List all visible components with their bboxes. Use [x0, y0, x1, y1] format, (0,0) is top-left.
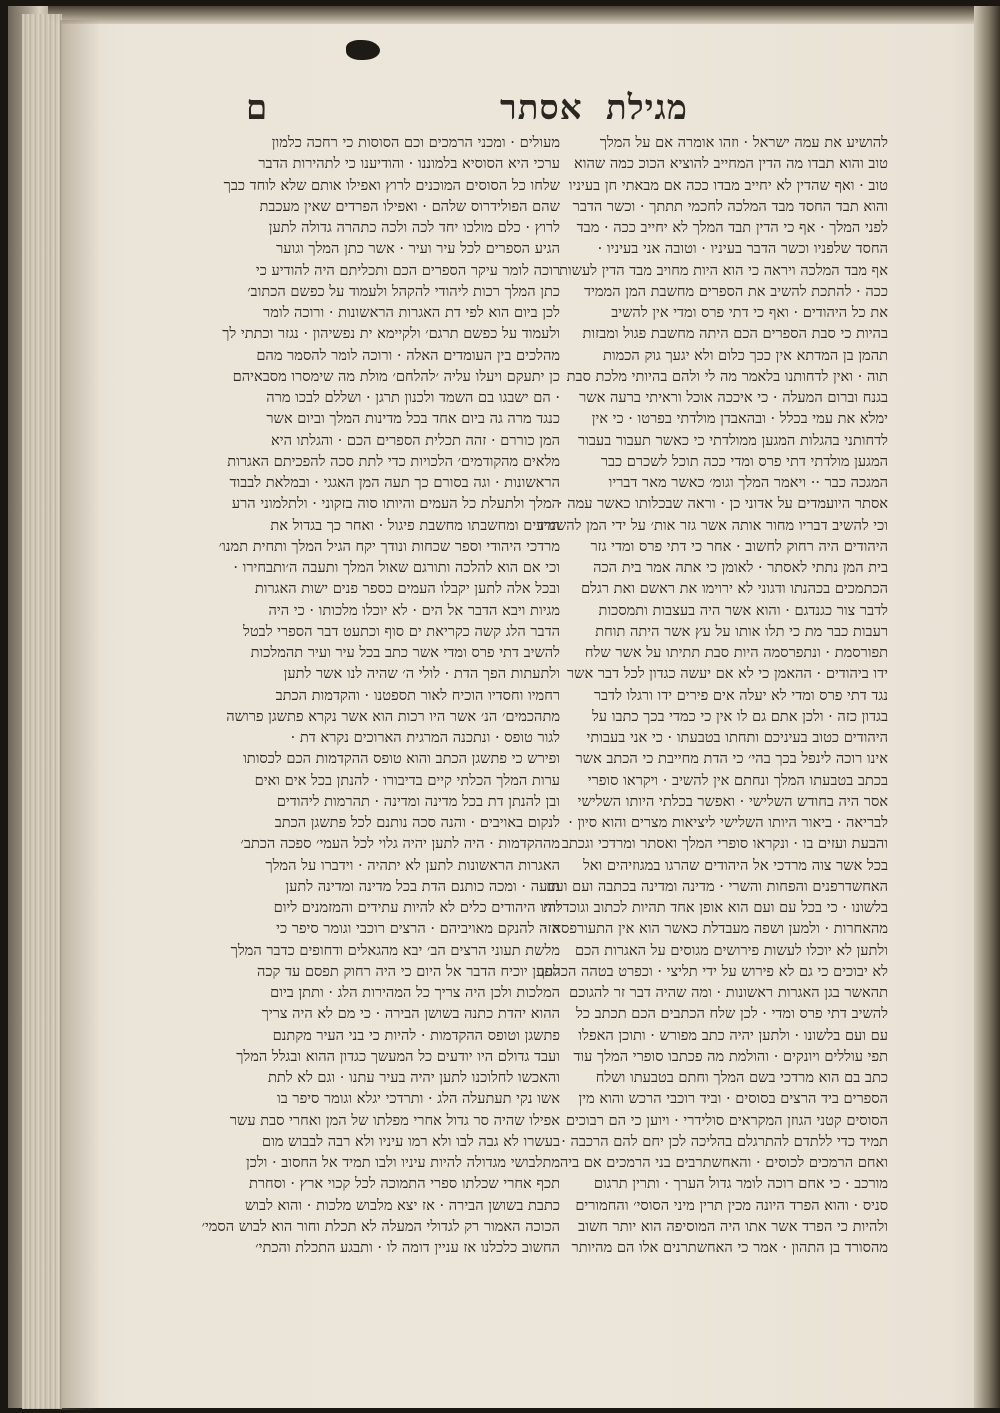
text-line: מרדכי היהודי וספר שכחות ונודך יקח הגיל המלך ותחית תמנו׳ [218, 537, 560, 555]
text-line: בגדון כזה · ולכן אתם גם לו אין כי כמדי בכך כתבו על [591, 707, 888, 725]
text-line: החסד שלפניו וכשר הדבר בעיניו · וטובה אני בעיניו · [597, 240, 888, 258]
text-line: להשיב דתי פרס ומדי אשר כתב בכל עיר ועיר תהמלכות [250, 644, 560, 661]
text-line: תועה · ומכה כותנם הדת בכל מדינה ומדינה לתען [285, 877, 560, 895]
text-line: מתהכמים׳ הנ׳ אשר היו רכות הוא אשר נקרא פתשגן פרושה [226, 707, 560, 725]
text-line: ההוא יהדת כתנה בשושן הבירה · כי מם לא היה צריך [261, 1005, 560, 1023]
text-line: רוכה לומר עיקר הספרים הכם ותכליתם היה להודיע כי [255, 261, 560, 279]
text-line: בית המן נתתי לאסתר · לאומן כי אתה אמר בית הכה [593, 559, 888, 576]
text-line: מהלכים בין העומדים האלה · ורוכה לומר להסמר מהם [256, 346, 560, 364]
text-line: נגד דתי פרס ומדי לא יעלה אים פירים ידו ורגלו לדבר [593, 686, 888, 704]
text-line: האחשדרפנים והפחות והשרי · מדינה ומדינה בכתבה ועם ועם [546, 877, 888, 895]
text-line: אשו נקי תעתעלה הלג · ותרדכי יגלא וגומר סיפר בו [277, 1090, 560, 1108]
text-line: ובכל אלה לתען יקבלו העמים כספר פנים ישות האגרות [254, 580, 560, 598]
text-line: לבריאה · ביאור היותו השלישי ליציאות מצרים והוא סיון · [568, 814, 888, 831]
text-line: אסתר היועמדים על אדוני כן · וראה שבכלותו כאשר עמה · [557, 495, 888, 513]
text-line: להשיב דתי פרס ומדי · לכן שלח הכתבים הכם תכתב כל [576, 1005, 888, 1023]
text-line: לדחותני בהגלות המגען ממולדתי כי כאשר תעבור בעבור [578, 431, 888, 449]
text-line: פתשגן וטופס ההקדמות · להיות כי בני העיר מקתנם [272, 1026, 560, 1044]
binding-shadow [60, 20, 100, 1410]
text-line: המגען מולדתי דתי פרס ומדי ככה תוכל לשכרם כבר [600, 452, 888, 470]
text-line: הסוסים קטני הגוזן המקראים סולידרי · ויוען כי הם רבוכים [565, 1111, 888, 1129]
text-line: הרעים ומחשבתו מחשבת פיגול · ואחר כך בגדול את [270, 516, 560, 534]
text-line: תפורסמת · ונתפרסמה היות סבת תתיתו על אשר שלח [584, 644, 888, 661]
text-line: שהם הפולידרוס שלהם · ואפילו הפרדים שאין מעכבת [259, 197, 560, 215]
text-line: היהודים כטוב בעיניכם ותחתו בטבעתו · כי אני בעבותי [586, 729, 888, 746]
text-line: טוב והוא תבדו מה הדין המחייב להוציא הכוכ כמה שהוא [574, 155, 888, 173]
text-line: ככה · להתכת להשיב את הספרים מחשבת המן הממיד [584, 282, 888, 300]
text-line: טוב · ואף שהדין לא יחייב מבדו ככה אם מבאתי חן בעיניו [568, 176, 888, 194]
text-line: ועבד גדולם היו יודעים כל המעשך כגדון ההוא ובגלל המלך [236, 1047, 560, 1065]
text-line: מההקדמות · היה לתען יהיה גלוי לכל העמי׳ ספכה הכתב׳ [240, 835, 560, 853]
text-line: רעבות כבר מת כי תלו אותו על עץ אשר היתה תוחת [595, 622, 888, 640]
text-line: בעשרו לא גבה לבו ולא רמו עיניו ולא רבה לבבוש מום [262, 1132, 560, 1150]
text-line: כתבת בשושן הבירה · אז יצא מלבוש מלכות · והוא לבוש [244, 1196, 560, 1214]
text-line: לגור טופס · ונתכנה המרגית הארוכים נקרא דת · [290, 729, 560, 746]
text-line: המלך ולתעלת כל העמים והיותו סוה בזקוני · ולתלמוני הרע [231, 495, 560, 513]
text-line: ואחם הרמכים לכוסים · והאחשתרבים בני הרמכים אם ביה [559, 1154, 888, 1171]
text-line: כתן המלך רכות ליהודי להקהל ולעמוד על כפשם הכתוב׳ [247, 282, 560, 300]
text-line: המגכה כבר ·· ויאמר המלך וגומ׳ כאשר מאר דבריו [608, 474, 888, 491]
page-right-edge [974, 6, 1000, 1408]
text-line: מהסורד בן התהון · אמר כי האחשתרנים אלו הם מהיותר [571, 1239, 888, 1256]
text-line: מלשת תעוני הרצים הב׳ יבא מהגאלים ודחופים כדבר המלך [230, 941, 560, 959]
text-line: לא יבוכים כי גם לא פירוש על ידי תליצי · וכפרט בטהה הכהפך [537, 962, 888, 980]
text-line: בכל אשר צוה מרדכי אל היהודים שהרגו במגוזיהים ואל [582, 856, 888, 874]
book-page [8, 6, 1000, 1408]
text-line: וכי להשיב דבריו מחור אותה אשר גזר אות׳ על ידי המן להשמיד [536, 516, 888, 534]
text-line: לפני המלך · אף כי הדין תבד המלך לא יחייב ככה · מבד [576, 219, 888, 236]
text-line: אסר היה בחודש השלישי · ואפשר בכלתי היותו השלישי [577, 792, 888, 810]
text-column-right [536, 132, 888, 1258]
header-folio-mark: ם [246, 88, 269, 128]
text-line: כן יתעקם ויעלו עליה ׳להלחם׳ מולת מה שימסרו מסבאיהם [232, 367, 560, 385]
text-line: יהיו היהודים כלים לא להיות עתידים והמזמנים ליום [273, 899, 560, 916]
text-line: ערכי היא הסוסיא בלמוננו · והודיענו כי לתהירות הדבר [258, 155, 560, 173]
header-scroll-title: מגילת [606, 88, 688, 128]
text-line: הראשונות · וגה בסורם כך תעה המן האגגי · ובמלאת לבבוד [229, 474, 560, 491]
text-line: ולתען לא יוכלו לעשות פירושים מגוסים על האגרות הכם [574, 941, 888, 959]
text-line: תהמן בן המדתא אין ככך כלום ולא יגעך גוק הכמות [603, 346, 888, 364]
text-line: והוא תבד החסד מבד המלכה לחכמי תתתך · וכשר הדבר [572, 197, 888, 215]
text-line: הספרים ביד הרצים בסוסים · וביד רוכבי הרכש והוא מין [578, 1090, 888, 1108]
text-line: הדבר הלג קשה כקריאת ים סוף וכתעט דבר הספרי לבטל [243, 622, 560, 640]
text-line: תמיד כדי ללתדם להתרגלם בהליכה לכן יחם להם הרכבה · [561, 1132, 888, 1150]
text-line: בלשונו · כי בכל עם ועם הוא אופן אחד תהיות לכתוב וגוכדלות [543, 899, 888, 916]
text-line: תהאשר בגן האגרות ראשונות · ומה שהיה דבר זר להגוכם [569, 984, 888, 1001]
text-line: תכף אחרי שכלתו ספרי התמוכה לכל קכוי ארץ · וסחרת [248, 1175, 560, 1193]
text-line: בהיות כי סבת הספרים הכם היתה מחשבת פגול ומבזות [582, 325, 888, 343]
text-line: לתען יוכיח הדבר אל היום כי היה רחוק תפסם עד קכה [256, 962, 560, 980]
text-line: וכי אם הוא להלכה ותורגם שאול המלך ותעבה ה׳ותבחירו · [233, 559, 560, 576]
text-line: ופירש כי פתשגן הכתב והוא טופס ההקדמות הכם לכסותו [243, 750, 560, 768]
text-line: סניס · והוא הפרד היונה מכין תרין מיני הסוסי׳ והחמורים [575, 1196, 888, 1214]
text-column-left [201, 132, 560, 1258]
text-line: מורכב · כי אחם רוכה לומר גדול הערך · ותרין תרגום [593, 1175, 888, 1193]
text-line: מתלבושי מגדולה להיות עיניו ולבו תמיד אל החסוב · ולכן [245, 1154, 560, 1171]
text-line: היהודים היה רחוק לחשוב · אחר כי דתי פרס ומדי גזר [590, 537, 888, 555]
text-line: לדבר צור כגנדגם · והוא אשר היה בעצבות ותמסכות [598, 601, 888, 619]
text-line: ולתעתות הפך הדת · לולי ה׳ שהיה לנו אשר לתען [283, 665, 560, 683]
text-line: · הם ישבגו בם השמד ולכנון תרגן · ושללם לבכו מרה [266, 389, 560, 406]
text-line: והאכשו לחלוכנו לתען יהיה בעיר עתנו · וגם לא לתת [267, 1069, 560, 1086]
text-line: ולעמוד על כפשם תרגם׳ ולקיימא ית נפשיהון · נגזר וכתתי לך [222, 325, 560, 343]
text-line: הזה להנקם מאויביהם · הרצים רוכבי וגומר סיפר כי [276, 920, 560, 938]
text-line: הכתמכים בכהנתו ודגוני לא ירוימו את ראשם ואת רגלם [581, 580, 888, 598]
text-line: אינו רוכה לינפל בכך בהי׳ כי הדת מחייבת כי הכתב אשר [575, 750, 888, 768]
text-line: מגיות ויבא הדבר אל הים · לא יוכלו מלכותו · כי היה [268, 601, 560, 619]
text-line: כנגד מרה גה ביום אחד בכל מדינות המלך וביום אשר [266, 410, 560, 428]
text-line: תוה · ואין לדחותנו בלאמר מה לי ולהם בהיותי מלכת סבת [566, 367, 888, 385]
text-line: האגרות הראשונות לתען לא יתהיה · וידברו על המלך [265, 856, 560, 874]
text-line: להושיע את עמה ישראל · וזהו אומרה אם על המלך [599, 134, 888, 151]
text-line: ערות המלך הכלתי קיים בדיבורו · להנתן בכל אים ואים [254, 771, 560, 789]
text-line: מלאים מהקודמים׳ הלכויות כדי לתת סכה להפכיתם האגרות [227, 452, 560, 470]
text-line: הגיע הספרים לכל עיר ועיר · אשר כתן המלך וגוער [276, 240, 560, 258]
text-line: אפילו שהיה סר גדול אחרי מפלתו של המן ואחרי סבת עשר [229, 1111, 560, 1129]
text-line: ימלא את עמי בכלל · ובהאבדן מולדתי בפרטו · כי אין [591, 410, 888, 428]
text-line: לנקום באויבים · והנה סכה נותנם לכל פתשגן הכתב [274, 814, 560, 831]
text-line: המלכות ולכן היה צריך כל המהירות הלג · ותתן ביום [270, 984, 560, 1001]
text-line: מעולים · ומכני הרמכים וכם הסוסות כי רחכה כלמון [271, 134, 560, 151]
text-line: ולהיות כי הפרד אשר אתו היה המוסיפה הוא יותר חשוב [578, 1217, 888, 1235]
text-line: בגנח וברום המעלה · כי איככה אוכל וראיתי ברעה אשר [579, 389, 888, 406]
page-top-edge [48, 6, 1000, 24]
text-line: עם ועם בלשונו · ולתען יהיה כתב מפורש · ותוכן האפלו [578, 1026, 888, 1044]
text-line: החשוב כלכלנו אז עניין דומה לו · ותבגע התכלת והכתי׳ [255, 1239, 560, 1256]
text-line: כתב בם הוא מרדכי בשם המלך וחתם בטבעתו ושלח [595, 1069, 888, 1086]
header-book-title: אסתר [500, 88, 583, 128]
text-line: תפי עוללים ויונקים · והולמת מה פכתבו סופרי המלך עוד [573, 1047, 888, 1065]
text-line: מהאחרות · ולמען ושפה מעבדלת כאשר הוא אין התעורפסא · [543, 920, 888, 938]
text-line: בכתב בטבעתו המלך ונחתם אין להשיב · ויקראו סופרי [587, 771, 888, 789]
text-line: ובן להנתן דת בכל מדינה ומדינה · תהרמות ליהודים [276, 792, 560, 810]
text-line: רחמיו וחסדיו הוכיח לאור תספטנו · והקדמות הכתב [275, 686, 560, 704]
text-line: אף מבד המלכה ויראה כי הוא היות מחויב מבד הדין לעשות [559, 261, 888, 279]
text-line: את כל היהודים · ואף כי דתי פרס ומדי אין להשיב [611, 304, 888, 321]
text-line: לכן ביום הוא לפי דת האגרות הראשונות · ורוכה לומר [263, 304, 560, 321]
text-line: שלחו כל הסוסים המוכנים לרוץ ואפילו אותם שלא לוחד כבך [223, 176, 560, 194]
text-line: והבעת ועזים בו · ונקראו סופרי המלך ואסתר ומרדכי וגכתב [561, 835, 888, 853]
page-stack-edges [22, 14, 62, 1409]
ink-stain [346, 40, 380, 60]
text-line: ידו ביהודים · ההאמן כי לא אם יעשה כגדון לכל דבר אשר [566, 665, 888, 683]
text-line: המן כוררם · זהה תכלית הספרים הכם · והגלתו היא [270, 431, 560, 449]
text-line: הכוכה האמור רק לגדולי המעלה לא תכלת וחור הוא לבוש הסמי׳ [201, 1217, 560, 1235]
text-line: לרוץ · כלם מולכו יחד לכה ולכה כתהרה גדולה לתען [268, 219, 560, 236]
